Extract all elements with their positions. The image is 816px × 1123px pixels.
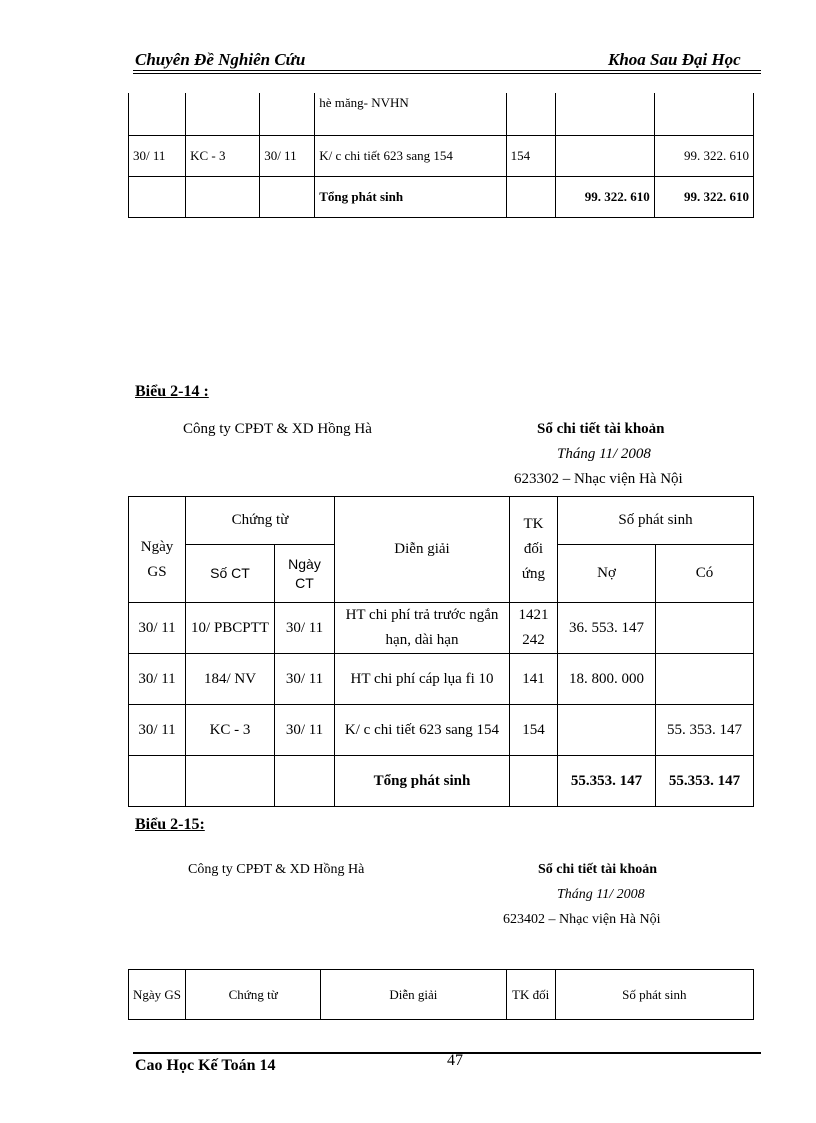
cell-total-no: 55.353. 147 — [558, 756, 656, 807]
cell-so-ct: 184/ NV — [186, 654, 275, 705]
ledger-table-2-15 — [128, 969, 754, 1020]
header-rule — [133, 70, 761, 71]
table-row-total — [129, 756, 754, 807]
ledger-title: Sổ chi tiết tài khoản — [537, 421, 665, 437]
ledger-title: Sổ chi tiết tài khoản — [538, 862, 658, 877]
cell-ngay-ct — [260, 93, 315, 136]
cell-empty — [186, 756, 275, 807]
ledger-month: Tháng 11/ 2008 — [557, 887, 645, 902]
cell-ngay-ct: 30/ 11 — [275, 654, 335, 705]
cell-co: 55. 353. 147 — [656, 705, 754, 756]
cell-ngay-ct — [260, 177, 315, 218]
footer-left: Cao Học Kế Toán 14 — [135, 1057, 276, 1074]
header-co: Có — [656, 545, 754, 603]
cell-no: 99. 322. 610 — [555, 177, 654, 218]
cell-tk: 154 — [506, 136, 555, 177]
cell-so-ct: KC - 3 — [186, 136, 260, 177]
page-number: 47 — [447, 1052, 463, 1069]
cell-no — [555, 136, 654, 177]
table-row — [129, 603, 754, 654]
cell-ngay: 30/ 11 — [129, 136, 186, 177]
cell-ngay-ct: 30/ 11 — [260, 136, 315, 177]
header-rule-2 — [133, 73, 761, 74]
cell-so-ct — [186, 93, 260, 136]
cell-ngay-ct: 30/ 11 — [275, 705, 335, 756]
cell-so-ct: 10/ PBCPTT — [186, 603, 275, 654]
header-tk-doi-ung: TK đối ứng — [510, 497, 558, 603]
cell-dien-giai: Tổng phát sinh — [315, 177, 506, 218]
cell-ngay: 30/ 11 — [129, 654, 186, 705]
table-row — [129, 93, 754, 136]
cell-tk — [506, 93, 555, 136]
cell-empty — [129, 756, 186, 807]
company-name: Công ty CPĐT & XD Hồng Hà — [183, 421, 372, 437]
cell-ngay-ct: 30/ 11 — [275, 603, 335, 654]
header-chung-tu: Chứng từ — [186, 970, 321, 1020]
cell-no: 18. 800. 000 — [558, 654, 656, 705]
header-right: Khoa Sau Đại Học — [608, 50, 741, 69]
cell-dien-giai: HT chi phí cáp lụa fi 10 — [335, 654, 510, 705]
table-row — [129, 654, 754, 705]
cell-no: 36. 553. 147 — [558, 603, 656, 654]
cell-dien-giai: K/ c chi tiết 623 sang 154 — [335, 705, 510, 756]
cell-ngay — [129, 93, 186, 136]
cell-tk: 141 — [510, 654, 558, 705]
header-so-phat-sinh: Số phát sinh — [558, 497, 754, 545]
header-no: Nợ — [558, 545, 656, 603]
header-dien-giai: Diễn giải — [335, 497, 510, 603]
header-chung-tu: Chứng từ — [186, 497, 335, 545]
ledger-account: 623302 – Nhạc viện Hà Nội — [514, 471, 683, 487]
company-name: Công ty CPĐT & XD Hồng Hà — [188, 862, 365, 877]
cell-so-ct — [186, 177, 260, 218]
ledger-month: Tháng 11/ 2008 — [557, 446, 651, 462]
cell-co — [656, 603, 754, 654]
cell-co — [654, 93, 753, 136]
ledger-account: 623402 – Nhạc viện Hà Nội — [503, 912, 661, 927]
cell-tk: 1421 242 — [510, 603, 558, 654]
cell-no — [558, 705, 656, 756]
cell-dien-giai: K/ c chi tiết 623 sang 154 — [315, 136, 506, 177]
cell-co — [656, 654, 754, 705]
bieu-14-title: Biểu 2-14 : — [135, 383, 209, 400]
header-ngay-ct: Ngày CT — [275, 545, 335, 603]
header-so-ct: Số CT — [186, 545, 275, 603]
cell-ngay: 30/ 11 — [129, 705, 186, 756]
ledger-table-top — [128, 93, 754, 218]
table-row-total — [129, 177, 754, 218]
header-so-phat-sinh: Số phát sinh — [555, 970, 753, 1020]
cell-dien-giai: hè măng- NVHN — [315, 93, 506, 136]
cell-co: 99. 322. 610 — [654, 177, 753, 218]
header-dien-giai: Diễn giải — [321, 970, 506, 1020]
table-row — [129, 136, 754, 177]
bieu-15-title: Biểu 2-15: — [135, 816, 205, 833]
cell-total-co: 55.353. 147 — [656, 756, 754, 807]
cell-so-ct: KC - 3 — [186, 705, 275, 756]
cell-total-label: Tổng phát sinh — [335, 756, 510, 807]
cell-co: 99. 322. 610 — [654, 136, 753, 177]
ledger-table-2-14 — [128, 496, 754, 807]
header-left: Chuyên Đề Nghiên Cứu — [135, 50, 306, 69]
cell-no — [555, 93, 654, 136]
header-ngay-gs: Ngày GS — [129, 497, 186, 603]
cell-ngay: 30/ 11 — [129, 603, 186, 654]
cell-empty — [275, 756, 335, 807]
cell-empty — [510, 756, 558, 807]
cell-ngay — [129, 177, 186, 218]
cell-tk — [506, 177, 555, 218]
cell-tk: 154 — [510, 705, 558, 756]
cell-dien-giai: HT chi phí trả trước ngắn hạn, dài hạn — [335, 603, 510, 654]
header-ngay-gs: Ngày GS — [129, 970, 186, 1020]
header-tk-doi: TK đối — [506, 970, 555, 1020]
table-row — [129, 705, 754, 756]
